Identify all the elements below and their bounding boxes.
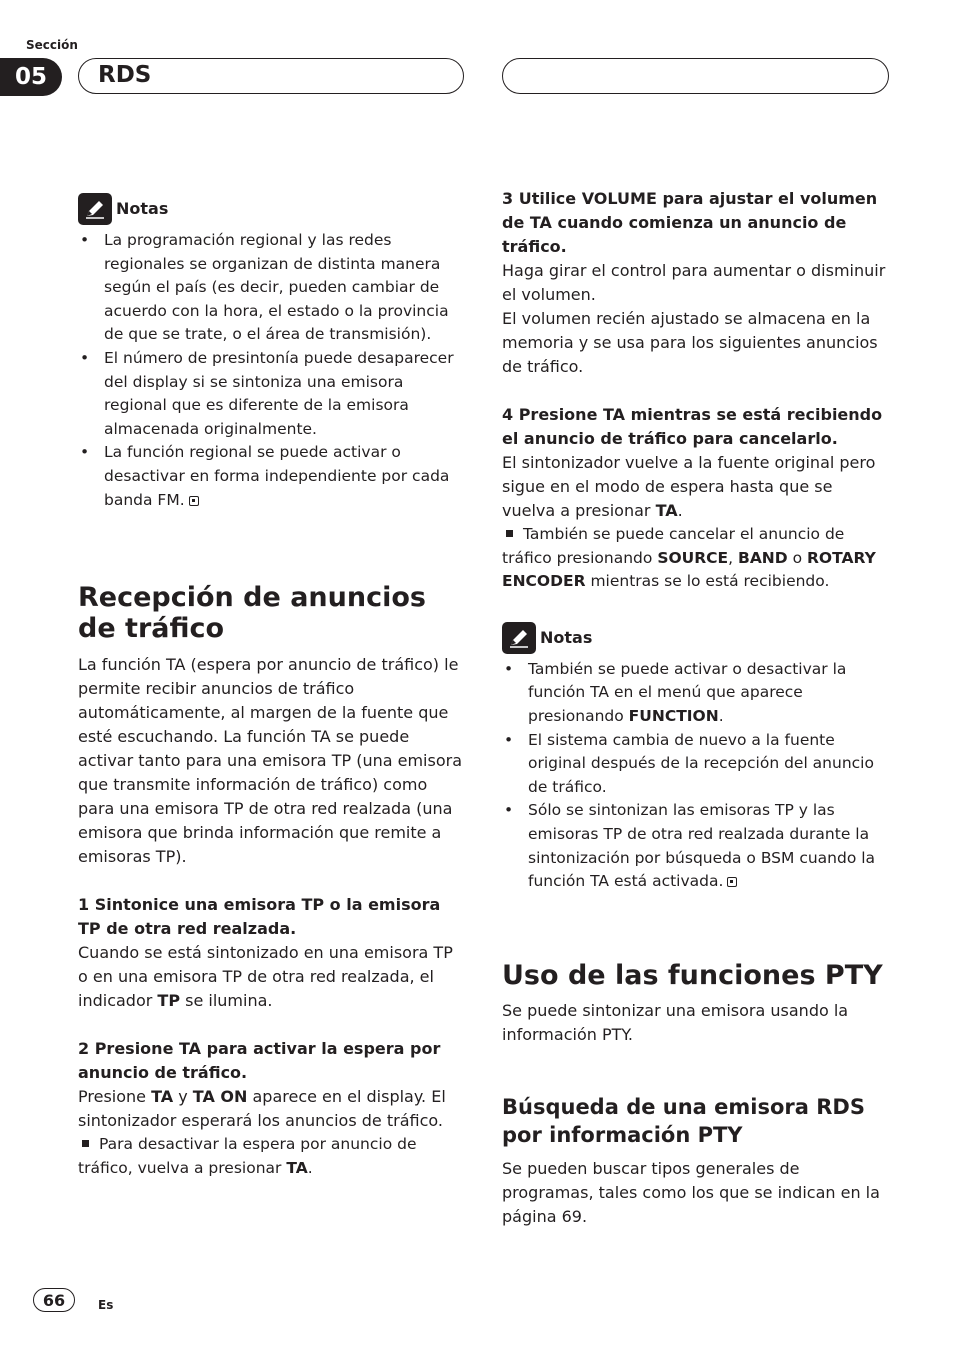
- notes-header: [78, 193, 466, 225]
- pencil-note-icon: [502, 622, 536, 654]
- subheading-pty-search: Búsqueda de una emisora RDS por información PTY: [502, 1094, 865, 1147]
- left-column: [78, 193, 466, 1180]
- end-mark-icon: [189, 496, 199, 506]
- traffic-intro: La función TA (espera por anuncio de tráfico) le permite recibir anuncios de tráfico automáticamente, al margen de la fuente que esté escuchando. La función TA se puede activar tanto para una emisora TP (una emisora que transmite información de tráfico) como para una emisora TP de otra red realzada (una emisora que brinda información que remite a emisoras TP).: [78, 655, 462, 867]
- step-2-body: Presione TA y TA ON aparece en el display. El sintonizador esperará los anuncios de tráfico.: [78, 1087, 446, 1131]
- chapter-title: RDS: [98, 62, 152, 88]
- step-3-title: 3 Utilice VOLUME para ajustar el volumen de TA cuando comienza un anuncio de tráfico.: [502, 189, 878, 256]
- pty-intro: Se puede sintonizar una emisora usando la información PTY.: [502, 1000, 849, 1044]
- step-4-title: 4 Presione TA mientras se está recibiendo el anuncio de tráfico para cancelarlo.: [502, 405, 883, 448]
- section-number-badge: 05: [0, 58, 62, 96]
- square-bullet-icon: [82, 1140, 89, 1147]
- section-heading-traffic: Recepción de anuncios de tráfico: [78, 582, 426, 645]
- notes-list: [78, 229, 466, 512]
- section-heading-pty: Uso de las funciones PTY: [502, 959, 883, 991]
- pty-search-body: Se pueden buscar tipos generales de programas, tales como los que se indican en la página 69.: [502, 1158, 880, 1226]
- note-item: • También se puede activar o desactivar la función TA en el menú que aparece presionando FUNCTION.: [502, 658, 890, 729]
- notes-list: [502, 658, 890, 894]
- section-label: Sección: [26, 38, 78, 52]
- step-4-note: También se puede cancelar el anuncio de tráfico presionando SOURCE, BAND o ROTARY ENCODER mientras se lo está recibiendo.: [502, 525, 876, 591]
- step-3-body-1: Haga girar el control para aumentar o disminuir el volumen.: [502, 261, 886, 304]
- page-number: 66: [33, 1288, 75, 1312]
- note-item: • Sólo se sintonizan las emisoras TP y las emisoras TP de otra red realzada durante la sintonización por búsqueda o BSM cuando la función TA está activada.: [502, 799, 890, 893]
- pencil-note-icon: [78, 193, 112, 225]
- step-2-note: Para desactivar la espera por anuncio de tráfico, vuelva a presionar TA.: [78, 1135, 417, 1177]
- note-item: • El número de presintonía puede desaparecer del display si se sintoniza una emisora regional que es diferente de la emisora almacenada originalmente.: [78, 347, 466, 441]
- note-item: • La función regional se puede activar o desactivar en forma independiente por cada banda FM.: [78, 441, 466, 512]
- step-4-body: El sintonizador vuelve a la fuente original pero sigue en el modo de espera hasta que se vuelva a presionar TA.: [502, 453, 876, 520]
- notes-label: Notas: [116, 199, 169, 218]
- right-column: [502, 187, 890, 1229]
- square-bullet-icon: [506, 530, 513, 537]
- language-code: Es: [98, 1298, 114, 1312]
- note-item: • El sistema cambia de nuevo a la fuente original después de la recepción del anuncio de tráfico.: [502, 729, 890, 800]
- header-blank-frame: [502, 58, 889, 94]
- end-mark-icon: [727, 877, 737, 887]
- step-1-title: 1 Sintonice una emisora TP o la emisora TP de otra red realzada.: [78, 895, 441, 939]
- notes-header: [502, 622, 890, 654]
- step-2-title: 2 Presione TA para activar la espera por anuncio de tráfico.: [78, 1039, 441, 1083]
- step-3-body-2: El volumen recién ajustado se almacena en la memoria y se usa para los siguientes anuncios de tráfico.: [502, 309, 878, 376]
- step-1-body: Cuando se está sintonizado en una emisora TP o en una emisora TP de otra red realzada, el indicador TP se ilumina.: [78, 943, 453, 1011]
- note-item: • La programación regional y las redes regionales se organizan de distinta manera según el país (es decir, pueden cambiar de acuerdo con la hora, el estado o la provincia de que se trate, o el área de transmisión).: [78, 229, 466, 347]
- notes-label: Notas: [540, 627, 593, 647]
